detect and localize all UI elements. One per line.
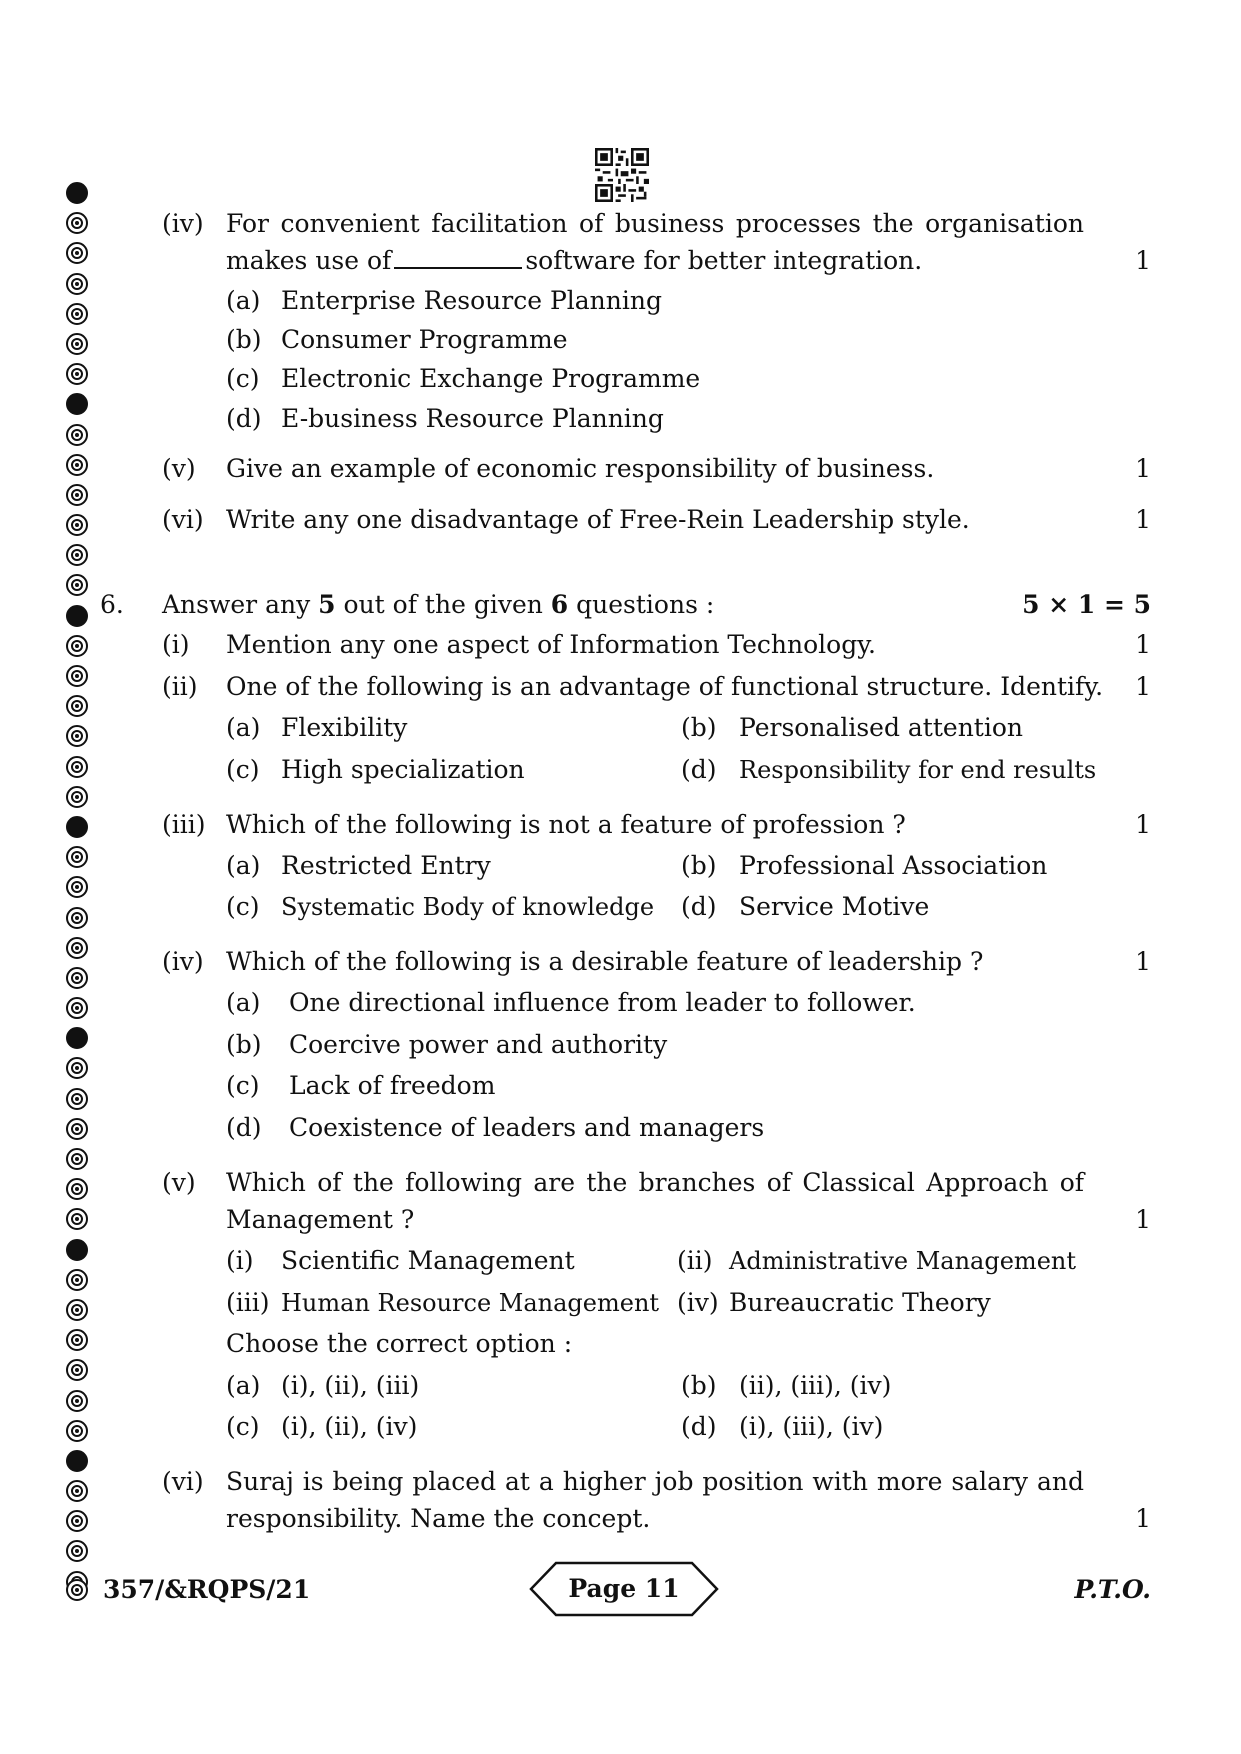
question-text: Mention any one aspect of Information Technology. bbox=[226, 630, 876, 659]
solid-dot-icon bbox=[66, 605, 88, 627]
question-text: Which of the following is a desirable feature of leadership ? bbox=[226, 947, 984, 976]
question-number: (iv) bbox=[162, 947, 204, 976]
solid-dot-icon bbox=[66, 1450, 88, 1472]
marks: 1 bbox=[1135, 1205, 1151, 1234]
question-number: (v) bbox=[162, 1168, 196, 1197]
paper-code: 357/&RQPS/21 bbox=[103, 1575, 311, 1604]
ring-icon bbox=[66, 242, 88, 264]
ring-icon bbox=[66, 1359, 88, 1381]
option-label: (d) bbox=[681, 1412, 717, 1441]
question-number: (vi) bbox=[162, 505, 204, 534]
question-number: (v) bbox=[162, 454, 196, 483]
ring-icon bbox=[66, 424, 88, 446]
option-text: Systematic Body of knowledge bbox=[281, 893, 655, 921]
ring-icon bbox=[66, 1178, 88, 1200]
page-number-badge bbox=[528, 1560, 720, 1618]
option-label: (d) bbox=[681, 755, 717, 784]
ring-icon bbox=[66, 846, 88, 868]
ring-icon bbox=[66, 544, 88, 566]
item-label: (iii) bbox=[226, 1288, 270, 1317]
option-text: Flexibility bbox=[281, 713, 408, 742]
ring-icon bbox=[66, 1118, 88, 1140]
solid-dot-icon bbox=[66, 1027, 88, 1049]
option-label: (b) bbox=[681, 713, 717, 742]
option-label: (b) bbox=[681, 851, 717, 880]
option-label: (b) bbox=[226, 1030, 262, 1059]
option-label: (c) bbox=[226, 755, 260, 784]
option-text: (i), (ii), (iii) bbox=[281, 1371, 420, 1400]
ring-icon bbox=[66, 756, 88, 778]
ring-icon bbox=[66, 1480, 88, 1502]
pto-label: P.T.O. bbox=[1074, 1575, 1151, 1604]
item-label: (ii) bbox=[677, 1246, 713, 1275]
option-label: (b) bbox=[226, 325, 262, 354]
option-text: Coexistence of leaders and managers bbox=[289, 1113, 765, 1142]
option-text: Personalised attention bbox=[739, 713, 1023, 742]
option-text: Restricted Entry bbox=[281, 851, 491, 880]
qr-code-icon bbox=[595, 148, 649, 202]
ring-icon bbox=[66, 454, 88, 476]
marks: 1 bbox=[1135, 947, 1151, 976]
option-text: Lack of freedom bbox=[289, 1071, 496, 1100]
marks: 1 bbox=[1135, 246, 1151, 275]
option-label: (c) bbox=[226, 1071, 260, 1100]
option-label: (d) bbox=[226, 1113, 262, 1142]
option-text: Coercive power and authority bbox=[289, 1030, 668, 1059]
ring-icon bbox=[66, 1540, 88, 1562]
question-intro: Answer any 5 out of the given 6 questions : bbox=[162, 590, 715, 619]
ring-icon bbox=[66, 937, 88, 959]
option-text: Service Motive bbox=[739, 892, 930, 921]
ring-icon bbox=[66, 1510, 88, 1532]
option-text: Consumer Programme bbox=[281, 325, 568, 354]
ring-icon bbox=[66, 484, 88, 506]
ring-icon bbox=[66, 574, 88, 596]
ring-icon bbox=[66, 1208, 88, 1230]
ring-icon bbox=[66, 1269, 88, 1291]
option-text: (ii), (iii), (iv) bbox=[739, 1371, 892, 1400]
option-label: (c) bbox=[226, 1412, 260, 1441]
ring-icon bbox=[66, 1148, 88, 1170]
marks: 1 bbox=[1135, 505, 1151, 534]
option-text: Enterprise Resource Planning bbox=[281, 286, 662, 315]
ring-icon bbox=[66, 907, 88, 929]
item-text: Bureaucratic Theory bbox=[729, 1288, 991, 1317]
option-text: E-business Resource Planning bbox=[281, 404, 664, 433]
marks: 1 bbox=[1135, 810, 1151, 839]
question-number: (iii) bbox=[162, 810, 206, 839]
ring-icon bbox=[66, 212, 88, 234]
question-text: Suraj is being placed at a higher job position with more salary and bbox=[226, 1467, 1084, 1496]
solid-dot-icon bbox=[66, 393, 88, 415]
question-number: (i) bbox=[162, 630, 190, 659]
option-text: High specialization bbox=[281, 755, 525, 784]
page-number: Page 11 bbox=[568, 1574, 680, 1603]
solid-dot-icon bbox=[66, 182, 88, 204]
ring-icon bbox=[66, 997, 88, 1019]
option-text: Responsibility for end results bbox=[739, 756, 1097, 784]
solid-dot-icon bbox=[66, 816, 88, 838]
option-label: (d) bbox=[681, 892, 717, 921]
question-text: responsibility. Name the concept. bbox=[226, 1504, 651, 1533]
ring-icon bbox=[66, 1329, 88, 1351]
question-text: Management ? bbox=[226, 1205, 415, 1234]
question-text: Give an example of economic responsibility of business. bbox=[226, 454, 935, 483]
question-number: (ii) bbox=[162, 672, 198, 701]
option-label: (a) bbox=[226, 851, 261, 880]
question-text: makes use of software for better integration. bbox=[226, 246, 923, 275]
fill-in-blank bbox=[394, 249, 522, 269]
ring-icon bbox=[66, 514, 88, 536]
ring-icon bbox=[66, 665, 88, 687]
question-text: Which of the following are the branches of Classical Approach of bbox=[226, 1168, 1084, 1197]
question-number: (vi) bbox=[162, 1467, 204, 1496]
ring-icon bbox=[66, 1299, 88, 1321]
option-label: (c) bbox=[226, 892, 260, 921]
question-text: Which of the following is not a feature of profession ? bbox=[226, 810, 906, 839]
marks: 1 bbox=[1135, 672, 1151, 701]
margin-ring-column bbox=[62, 182, 92, 1601]
item-text: Scientific Management bbox=[281, 1246, 575, 1275]
ring-icon bbox=[66, 635, 88, 657]
option-text: (i), (ii), (iv) bbox=[281, 1412, 418, 1441]
question-text: One of the following is an advantage of functional structure. Identify. bbox=[226, 672, 1104, 701]
ring-icon bbox=[66, 303, 88, 325]
ring-icon bbox=[66, 333, 88, 355]
solid-dot-icon bbox=[66, 1239, 88, 1261]
option-text: Professional Association bbox=[739, 851, 1048, 880]
marks: 1 bbox=[1135, 454, 1151, 483]
question-number: 6. bbox=[100, 590, 124, 619]
question-number: (iv) bbox=[162, 209, 204, 238]
ring-icon bbox=[66, 1420, 88, 1442]
ring-icon bbox=[66, 1579, 88, 1601]
item-label: (i) bbox=[226, 1246, 254, 1275]
ring-icon bbox=[66, 1088, 88, 1110]
ring-icon bbox=[66, 695, 88, 717]
ring-icon bbox=[66, 1057, 88, 1079]
question-text: Write any one disadvantage of Free-Rein Leadership style. bbox=[226, 505, 970, 534]
option-text: Electronic Exchange Programme bbox=[281, 364, 701, 393]
ring-icon bbox=[66, 273, 88, 295]
ring-icon bbox=[66, 786, 88, 808]
question-text: For convenient facilitation of business processes the organisation bbox=[226, 209, 1084, 238]
option-label: (a) bbox=[226, 286, 261, 315]
ring-icon bbox=[66, 876, 88, 898]
ring-icon bbox=[66, 1390, 88, 1412]
option-label: (c) bbox=[226, 364, 260, 393]
instruction-text: Choose the correct option : bbox=[226, 1329, 573, 1358]
option-label: (b) bbox=[681, 1371, 717, 1400]
item-label: (iv) bbox=[677, 1288, 719, 1317]
option-label: (a) bbox=[226, 1371, 261, 1400]
ring-icon bbox=[66, 363, 88, 385]
ring-icon bbox=[66, 967, 88, 989]
marks: 5 × 1 = 5 bbox=[1022, 590, 1151, 619]
option-text: One directional influence from leader to follower. bbox=[289, 988, 916, 1017]
item-text: Administrative Management bbox=[729, 1247, 1076, 1275]
marks: 1 bbox=[1135, 1504, 1151, 1533]
marks: 1 bbox=[1135, 630, 1151, 659]
option-label: (d) bbox=[226, 404, 262, 433]
ring-icon bbox=[66, 725, 88, 747]
option-text: (i), (iii), (iv) bbox=[739, 1412, 884, 1441]
option-label: (a) bbox=[226, 713, 261, 742]
option-label: (a) bbox=[226, 988, 261, 1017]
item-text: Human Resource Management bbox=[281, 1289, 660, 1317]
